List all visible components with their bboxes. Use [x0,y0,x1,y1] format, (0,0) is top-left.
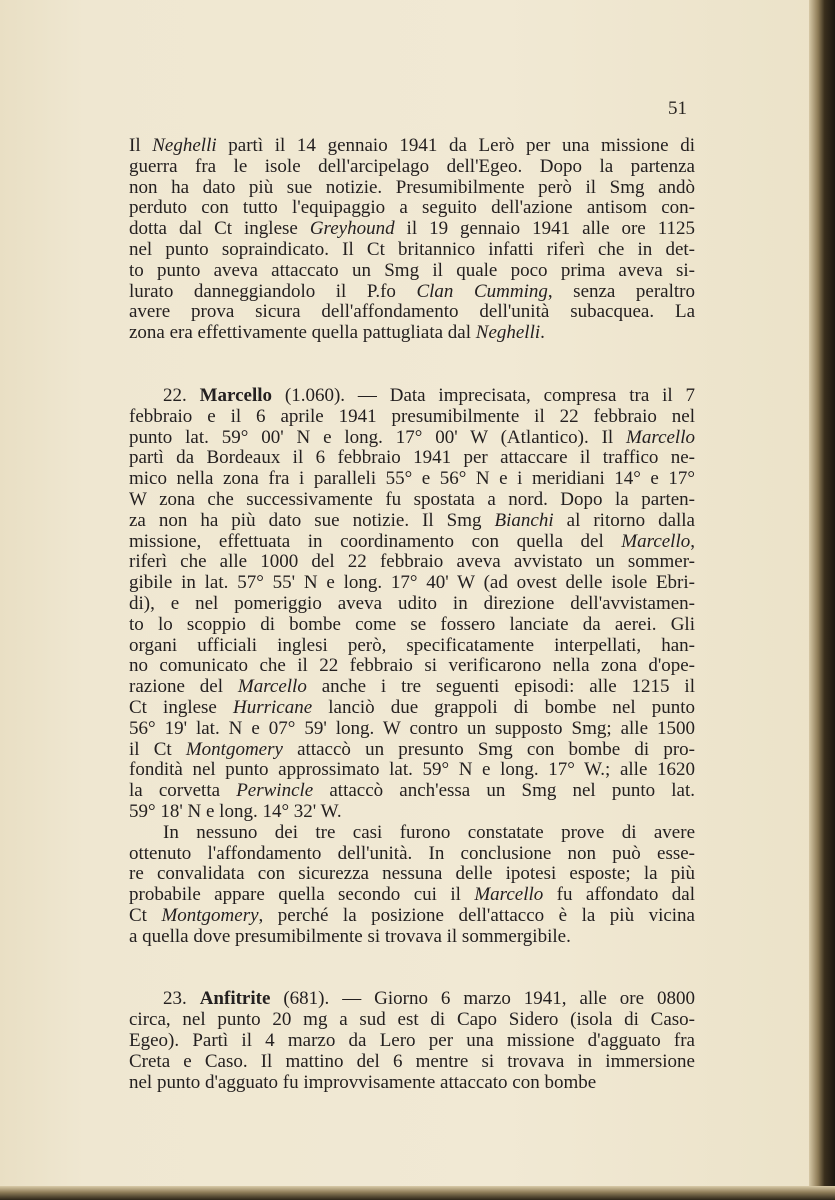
text-line: re convalidata con sicurezza nessuna delle ipotesi esposte; la più [129,863,695,885]
text-line: circa, nel punto 20 mg a sud est di Capo Sidero (isola di Caso- [129,1009,695,1031]
text-line: Ct Montgomery, perché la posizione dell'attacco è la più vicina [129,904,695,926]
text-line: lurato danneggiandolo il P.fo Clan Cumming, senza peraltro [129,280,695,302]
text-line: avere prova sicura dell'affondamento dell'unità subacquea. La [129,301,695,323]
text-line: il Ct Montgomery attaccò un presunto Smg con bombe di pro- [129,738,695,760]
text-line: punto lat. 59° 00' N e long. 17° 00' W (Atlantico). Il Marcello [129,426,695,448]
text-line: partì da Bordeaux il 6 febbraio 1941 per attaccare il traffico ne- [129,447,695,469]
text-line: 22. Marcello (1.060). — Data imprecisata, compresa tra il 7 [163,384,695,406]
text-line: no comunicato che il 22 febbraio si verificarono nella zona d'ope- [129,655,695,677]
text-line: In nessuno dei tre casi furono constatate prove di avere [163,821,695,843]
page-number: 51 [668,98,687,119]
text-line: zona era effettivamente quella pattugliata dal Neghelli. [129,322,545,344]
text-line: riferì che alle 1000 del 22 febbraio aveva avvistato un sommer- [129,551,695,573]
paragraph-neghelli [129,136,695,344]
text-line: 59° 18' N e long. 14° 32' W. [129,800,342,822]
paragraph-marcello [129,386,695,823]
text-line: Egeo). Partì il 4 marzo da Lero per una missione d'agguato fra [129,1030,695,1052]
text-line: mico nella zona fra i paralleli 55° e 56° N e i meridiani 14° e 17° [129,468,695,490]
page-bottom-edge [0,1186,835,1200]
text-line: missione, effettuata in coordinamento con quella del Marcello, [129,530,695,552]
text-line: ottenuto l'affondamento dell'unità. In conclusione non può esse- [129,842,695,864]
text-line: di), e nel pomeriggio aveva udito in direzione dell'avvistamen- [129,592,695,614]
text-line: 56° 19' lat. N e 07° 59' long. W contro un supposto Smg; alle 1500 [129,717,695,739]
text-line: nel punto sopraindicato. Il Ct britannico infatti riferì che in det- [129,238,695,260]
text-line: a quella dove presumibilmente si trovava il sommergibile. [129,925,571,947]
text-line: probabile appare quella secondo cui il Marcello fu affondato dal [129,884,695,906]
text-line: gibile in lat. 57° 55' N e long. 17° 40' W (ad ovest delle isole Ebri- [129,572,695,594]
text-line: 23. Anfitrite (681). — Giorno 6 marzo 1941, alle ore 0800 [163,988,696,1010]
text-line: guerra fra le isole dell'arcipelago dell'Egeo. Dopo la partenza [129,155,695,177]
paragraph-anfitrite [129,989,695,1093]
text-line: la corvetta Perwincle attaccò anch'essa un Smg nel punto lat. [129,780,696,802]
text-line: Ct inglese Hurricane lanciò due grappoli di bombe nel punto [129,696,696,718]
text-line: to lo scoppio di bombe come se fossero lanciate da aerei. Gli [129,613,695,635]
page-edge-shadow [809,0,835,1200]
text-line: febbraio e il 6 aprile 1941 presumibilmente il 22 febbraio nel [129,405,695,427]
text-line: nel punto d'agguato fu improvvisamente attaccato con bombe [129,1071,597,1093]
text-line: Il Neghelli partì il 14 gennaio 1941 da Lerò per una missione di [129,135,695,156]
text-line: non ha dato più sue notizie. Presumibilmente però il Smg andò [129,176,695,198]
paragraph-marcello-conclusion [129,823,695,948]
text-line: fondità nel punto approssimato lat. 59° N e long. 17° W.; alle 1620 [129,759,695,781]
text-line: to punto aveva attaccato un Smg il quale poco prima aveva si- [129,259,695,281]
text-line: perduto con tutto l'equipaggio a seguito dell'azione antisom con- [129,197,695,219]
text-line: za non ha più dato sue notizie. Il Smg Bianchi al ritorno dalla [129,509,695,531]
text-line: dotta dal Ct inglese Greyhound il 19 gennaio 1941 alle ore 1125 [129,218,695,240]
text-line: organi ufficiali inglesi però, specificatamente interpellati, han- [129,634,695,656]
text-line: Creta e Caso. Il mattino del 6 mentre si trovava in immersione [129,1050,695,1072]
text-line: W zona che successivamente fu spostata a nord. Dopo la parten- [129,488,695,510]
body-text [129,136,695,1093]
text-line: razione del Marcello anche i tre seguenti episodi: alle 1215 il [129,676,695,698]
